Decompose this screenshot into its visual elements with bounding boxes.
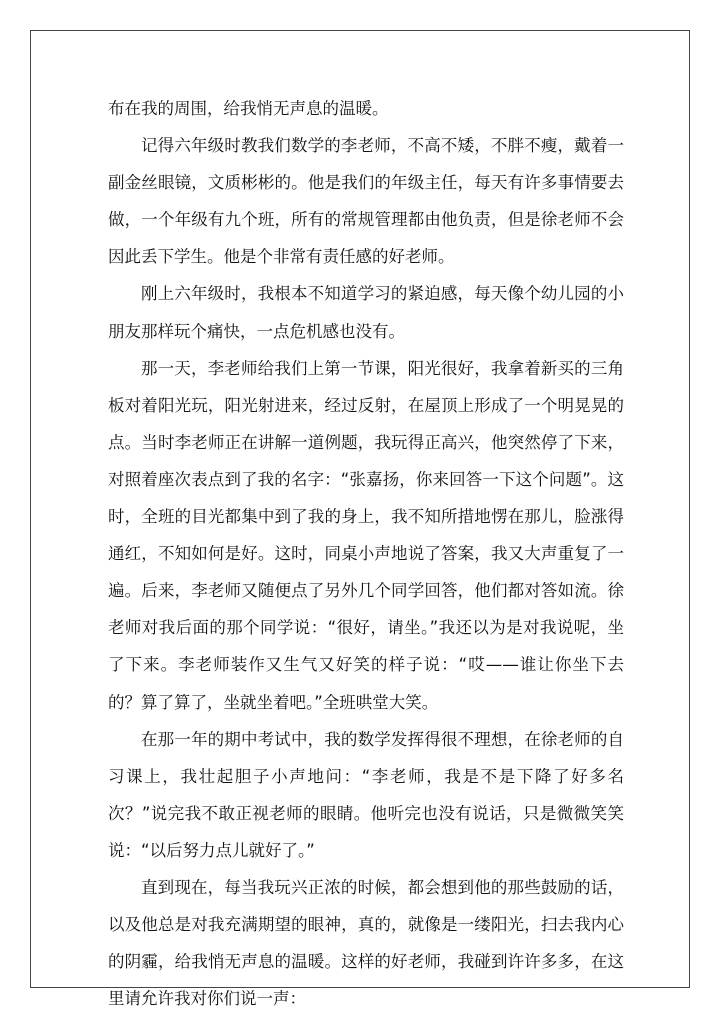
paragraph-1: 布在我的周围，给我悄无声息的温暖。: [108, 99, 389, 118]
paragraph-4: 那一天，李老师给我们上第一节课，阳光很好，我拿着新买的三角板对着阳光玩，阳光射进来，经过反射，在屋顶上形成了一个明晃晃的点。当时李老师正在讲解一道例题，我玩得正高兴，他突然停了下来，对照着座次表点到了我的名字：“张嘉扬，你来回答一下这个问题”。这时，全班的目光都集中到了我的身上，我不知所措地愣在那儿，脸涨得通红，不知如何是好。这时，同桌小声地说了答案，我又大声重复了一遍。后来，李老师又随便点了另外几个同学回答，他们都对答如流。徐老师对我后面的那个同学说：“很好，请坐。”我还以为是对我说呢，坐了下来。李老师装作又生气又好笑的样子说：“哎——谁让你坐下去的？算了算了，坐就坐着吧。”全班哄堂大笑。: [108, 358, 624, 712]
paragraph-5: 在那一年的期中考试中，我的数学发挥得很不理想，在徐老师的自习课上，我壮起胆子小声地问：“李老师，我是不是下降了好多名次？”说完我不敢正视老师的眼睛。他听完也没有说话，只是微微笑笑说：“以后努力点儿就好了。”: [108, 729, 624, 860]
paragraph-2: 记得六年级时教我们数学的李老师，不高不矮，不胖不瘦，戴着一副金丝眼镜，文质彬彬的。他是我们的年级主任，每天有许多事情要去做，一个年级有九个班，所有的常规管理都由他负责，但是徐老师不会因此丢下学生。他是个非常有责任感的好老师。: [108, 136, 624, 267]
document-body: [108, 90, 624, 1017]
paragraph-6: 直到现在，每当我玩兴正浓的时候，都会想到他的那些鼓励的话，以及他总是对我充满期望的眼神，真的，就像是一缕阳光，扫去我内心的阴霾，给我悄无声息的温暖。这样的好老师，我碰到许许多多，在这里请允许我对你们说一声：: [108, 877, 624, 1009]
paragraph-3: 刚上六年级时，我根本不知道学习的紧迫感，每天像个幼儿园的小朋友那样玩个痛快，一点危机感也没有。: [108, 284, 624, 341]
